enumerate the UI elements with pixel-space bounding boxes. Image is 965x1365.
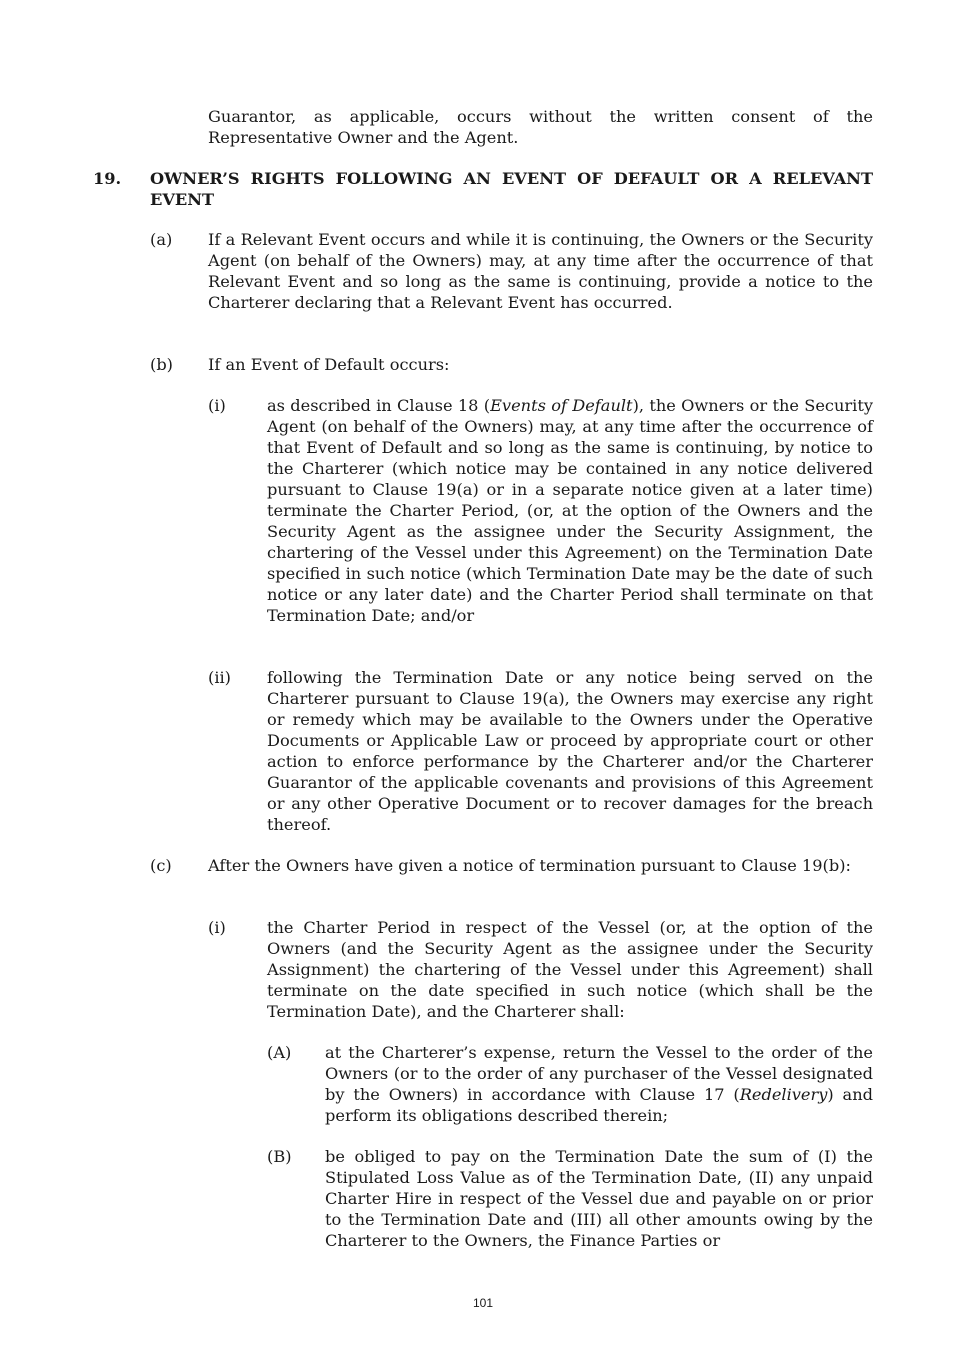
para-b-i-text-before: as described in Clause 18 ( [267,396,491,415]
para-c-i-text: the Charter Period in respect of the Vessel (or, at the option of the Owners (and the Security Agent as the assignee under the Security Assignment) the chartering of the Vessel under this Agreement) shall terminate on the date specified in such notice (which shall be the Termination Date), and the Charterer shall: [267,918,873,1021]
para-c-A-text-before: at the Charterer’s expense, return the Vessel to the order of the Owners (or to the order of any purchaser of the Vessel designated by the Owners) in accordance with Clause 17 ( [325,1043,873,1104]
para-a-label: (a) [150,230,173,249]
para-b-i-label: (i) [208,396,226,415]
para-b-i-text-after: ), the Owners or the Security Agent (on behalf of the Owners) may, at any time after the occurrence of that Event of Default and so long as the same is continuing, by notice to the Charterer (which notice may be contained in any notice delivered pursuant to Clause 19(a) or in a separate notice given at a later time) terminate the Charter Period, (or, at the option of the Owners and the Security Agent as the assignee under the Security Assignment, the chartering of the Vessel under this Agreement) on the Termination Date specified in such notice (which Termination Date may be the date of such notice or any later date) and the Charter Period shall terminate on that Termination Date; and/or [267,396,873,625]
para-a-text: If a Relevant Event occurs and while it is continuing, the Owners or the Security Agent (on behalf of the Owners) may, at any time after the occurrence of that Relevant Event and so long as the same is continuing, provide a notice to the Charterer declaring that a Relevant Event has occurred. [208,230,873,312]
intro-paragraph: Guarantor, as applicable, occurs without the written consent of the Representative Owner and the Agent. [208,107,873,147]
para-b-text: If an Event of Default occurs: [208,355,450,374]
para-b-ii-label: (ii) [208,668,231,687]
para-b-label: (b) [150,355,173,374]
para-c-A-text-after: ) and perform its obligations described therein; [325,1085,874,1125]
para-c-label: (c) [150,856,172,875]
para-c-B-label: (B) [267,1147,292,1166]
para-c-text: After the Owners have given a notice of termination pursuant to Clause 19(b): [208,856,851,875]
para-c-i-label: (i) [208,918,226,937]
para-b-i-italic: Events of Default [490,396,633,415]
para-b-ii-text: following the Termination Date or any notice being served on the Charterer pursuant to Clause 19(a), the Owners may exercise any right or remedy which may be available to the Owners under the Operative Documents or Applicable Law or proceed by appropriate court or other action to enforce performance by the Charterer and/or the Charterer Guarantor of the applicable covenants and provisions of this Agreement or any other Operative Document or to recover damages for the breach thereof. [267,668,873,834]
page-number: 101 [472,1296,494,1310]
clause-title: OWNER’S RIGHTS FOLLOWING AN EVENT OF DEFAULT OR A RELEVANT EVENT [150,169,873,209]
para-c-A-text [325,1042,873,1126]
para-b-i-text [267,395,873,626]
para-c-A-italic: Redelivery [739,1085,828,1104]
para-c-A-label: (A) [267,1043,292,1062]
para-c-B-text: be obliged to pay on the Termination Date the sum of (I) the Stipulated Loss Value as of the Termination Date, (II) any unpaid Charter Hire in respect of the Vessel due and payable on or prior to the Termination Date and (III) all other amounts owing by the Charterer to the Owners, the Finance Parties or [325,1147,873,1250]
clause-number: 19. [93,169,122,188]
